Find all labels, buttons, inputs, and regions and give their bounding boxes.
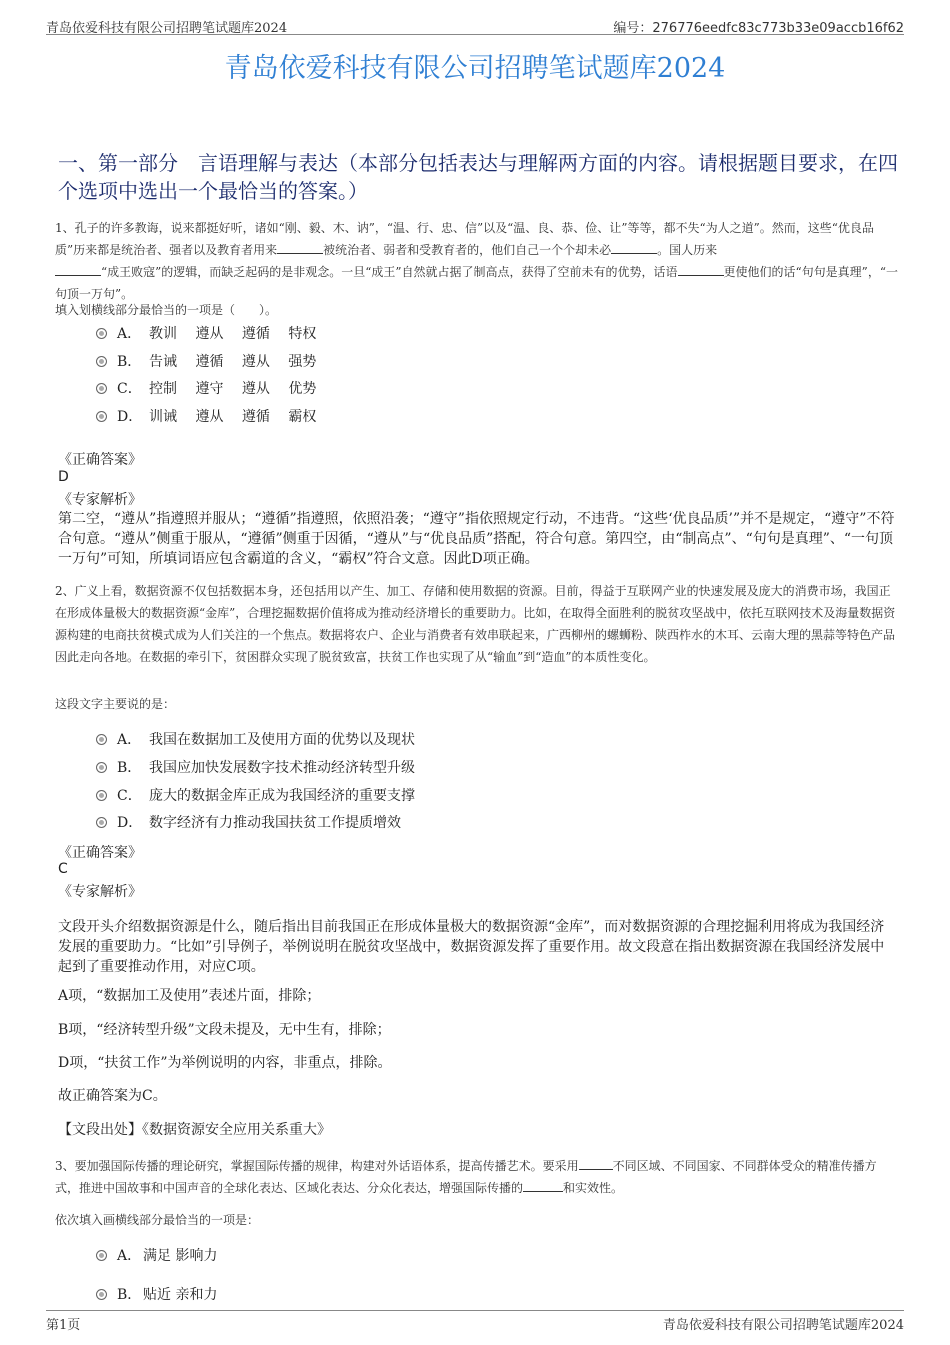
q2-note-a: A项，“数据加工及使用”表述片面，排除； — [58, 988, 321, 1004]
blank-1 — [579, 1157, 613, 1170]
q2-option-d[interactable]: D． 数字经济有力推动我国扶贫工作提质增效 — [96, 812, 401, 832]
q1-answer-label: 《正确答案》 — [58, 452, 142, 468]
q1-option-c[interactable]: C． 控制 遵守 遵从 优势 — [96, 378, 316, 398]
header-code-label: 编号： — [613, 21, 653, 36]
q2-note-d: D项，“扶贫工作”为举例说明的内容，非重点，排除。 — [58, 1055, 392, 1071]
blank-2 — [523, 1179, 563, 1192]
question-2-prompt: 这段文字主要说的是： — [55, 697, 176, 711]
q2-option-c[interactable]: C． 庞大的数据金库正成为我国经济的重要支撑 — [96, 785, 415, 805]
question-1-prompt: 填入划横线部分最恰当的一项是（ ）。 — [55, 303, 278, 317]
q2-answer-label: 《正确答案》 — [58, 845, 142, 861]
header-doc-title: 青岛依爱科技有限公司招聘笔试题库2024 — [46, 21, 288, 36]
blank-1 — [277, 241, 323, 254]
section-heading: 一、第一部分 言语理解与表达（本部分包括表达与理解两方面的内容。请根据题目要求，在四个选项中选出一个最恰当的答案。） — [58, 151, 898, 203]
radio-icon[interactable] — [96, 356, 107, 367]
q2-final-answer: 故正确答案为C。 — [58, 1088, 167, 1104]
q2-answer: C — [58, 861, 68, 877]
radio-icon[interactable] — [96, 1289, 107, 1300]
footer-divider — [46, 1310, 904, 1311]
radio-icon[interactable] — [96, 762, 107, 773]
question-3-prompt: 依次填入画横线部分最恰当的一项是： — [55, 1213, 260, 1227]
question-3-text: 3、要加强国际传播的理论研究，掌握国际传播的规律，构建对外话语体系，提高传播艺术。要采用 不同区域、不同国家、不同群体受众的精准传播方式，推进中国故事和中国声音的全球化表达、区域化表达、分众化表达，增强国际传播的 和实效性。 — [55, 1159, 877, 1195]
q2-option-a[interactable]: A． 我国在数据加工及使用方面的优势以及现状 — [96, 729, 415, 749]
q2-analysis-label: 《专家解析》 — [58, 884, 142, 900]
page-title: 青岛依爱科技有限公司招聘笔试题库2024 — [224, 53, 726, 84]
q2-analysis: 文段开头介绍数据资源是什么，随后指出目前我国正在形成体量极大的数据资源“金库”，而对数据资源的合理挖掘利用将成为我国经济发展的重要助力。“比如”引导例子，举例说明在脱贫攻坚战中，数据资源发挥了重要作用。故文段意在指出数据资源在我国经济发展中起到了重要推动作用，对应C项。 — [58, 919, 885, 975]
q2-source: 【文段出处】《数据资源安全应用关系重大》 — [58, 1122, 331, 1138]
q2-option-b[interactable]: B． 我国应加快发展数字技术推动经济转型升级 — [96, 757, 415, 777]
header-code-value: 276776eedfc83c773b33e09accb16f62 — [652, 21, 904, 36]
blank-2 — [611, 241, 657, 254]
radio-icon[interactable] — [96, 328, 107, 339]
header-divider — [46, 34, 904, 35]
q2-note-b: B项，“经济转型升级”文段未提及，无中生有，排除； — [58, 1022, 391, 1038]
q3-option-b[interactable]: B． 贴近 亲和力 — [96, 1284, 217, 1304]
radio-icon[interactable] — [96, 790, 107, 801]
q1-option-a[interactable]: A． 教训 遵从 遵循 特权 — [96, 323, 316, 343]
footer-doc-title: 青岛依爱科技有限公司招聘笔试题库2024 — [662, 1318, 904, 1333]
blank-3 — [55, 263, 101, 276]
radio-icon[interactable] — [96, 383, 107, 394]
q1-analysis-label: 《专家解析》 — [58, 492, 142, 508]
radio-icon[interactable] — [96, 411, 107, 422]
question-1-text: 1、孔子的许多教诲，说来都挺好听，诸如“刚、毅、木、讷”，“温、行、忠、信”以及“温、良、恭、俭、让”等等，都不失“为人之道”。然而，这些“优良品质”历来都是统治者、强者以及教育者用来 被统治者、弱者和受教育者的，他们自己一个个却未必 。国人历来 “成王败寇”的逻辑，而缺乏起码的是非观念。一旦“成王”自然就占据了制高点，获得了空前未有的优势，话语 更使他们的话“句句是真理”，“一句顶一万句”。 — [55, 221, 898, 301]
radio-icon[interactable] — [96, 734, 107, 745]
q3-option-a[interactable]: A． 满足 影响力 — [96, 1245, 217, 1265]
blank-4 — [678, 263, 724, 276]
radio-icon[interactable] — [96, 1250, 107, 1261]
question-2-text: 2、广义上看，数据资源不仅包括数据本身，还包括用以产生、加工、存储和使用数据的资源。目前，得益于互联网产业的快速发展及庞大的消费市场，我国正在形成体量极大的数据资源“金库”，合理挖掘数据价值将成为推动经济增长的重要助力。比如，在取得全面胜利的脱贫攻坚战中，依托互联网技术及海量数据资源构建的电商扶贫模式成为人们关注的一个焦点。数据将农户、企业与消费者有效串联起来，广西柳州的螺蛳粉、陕西柞水的木耳、云南大理的黑蒜等特色产品因此走向各地。在数据的牵引下，贫困群众实现了脱贫致富，扶贫工作也实现了从“输血”到“造血”的本质性变化。 — [55, 584, 896, 664]
page-number: 第1页 — [46, 1318, 81, 1333]
q1-option-b[interactable]: B． 告诫 遵循 遵从 强势 — [96, 351, 316, 371]
q1-answer: D — [58, 469, 69, 485]
q1-analysis: 第二空，“遵从”指遵照并服从；“遵循”指遵照，依照沿袭；“遵守”指依照规定行动，不违背。“这些‘优良品质’”并不是规定，“遵守”不符合句意。“遵从”侧重于服从，“遵循”侧重于因循，“遵从”与“优良品质”搭配，符合句意。第四空，由“制高点”、“句句是真理”、“一句顶一万句”可知，所填词语应包含霸道的含义，“霸权”符合文意。因此D项正确。 — [58, 511, 895, 567]
q1-option-d[interactable]: D． 训诫 遵从 遵循 霸权 — [96, 406, 316, 426]
radio-icon[interactable] — [96, 817, 107, 828]
